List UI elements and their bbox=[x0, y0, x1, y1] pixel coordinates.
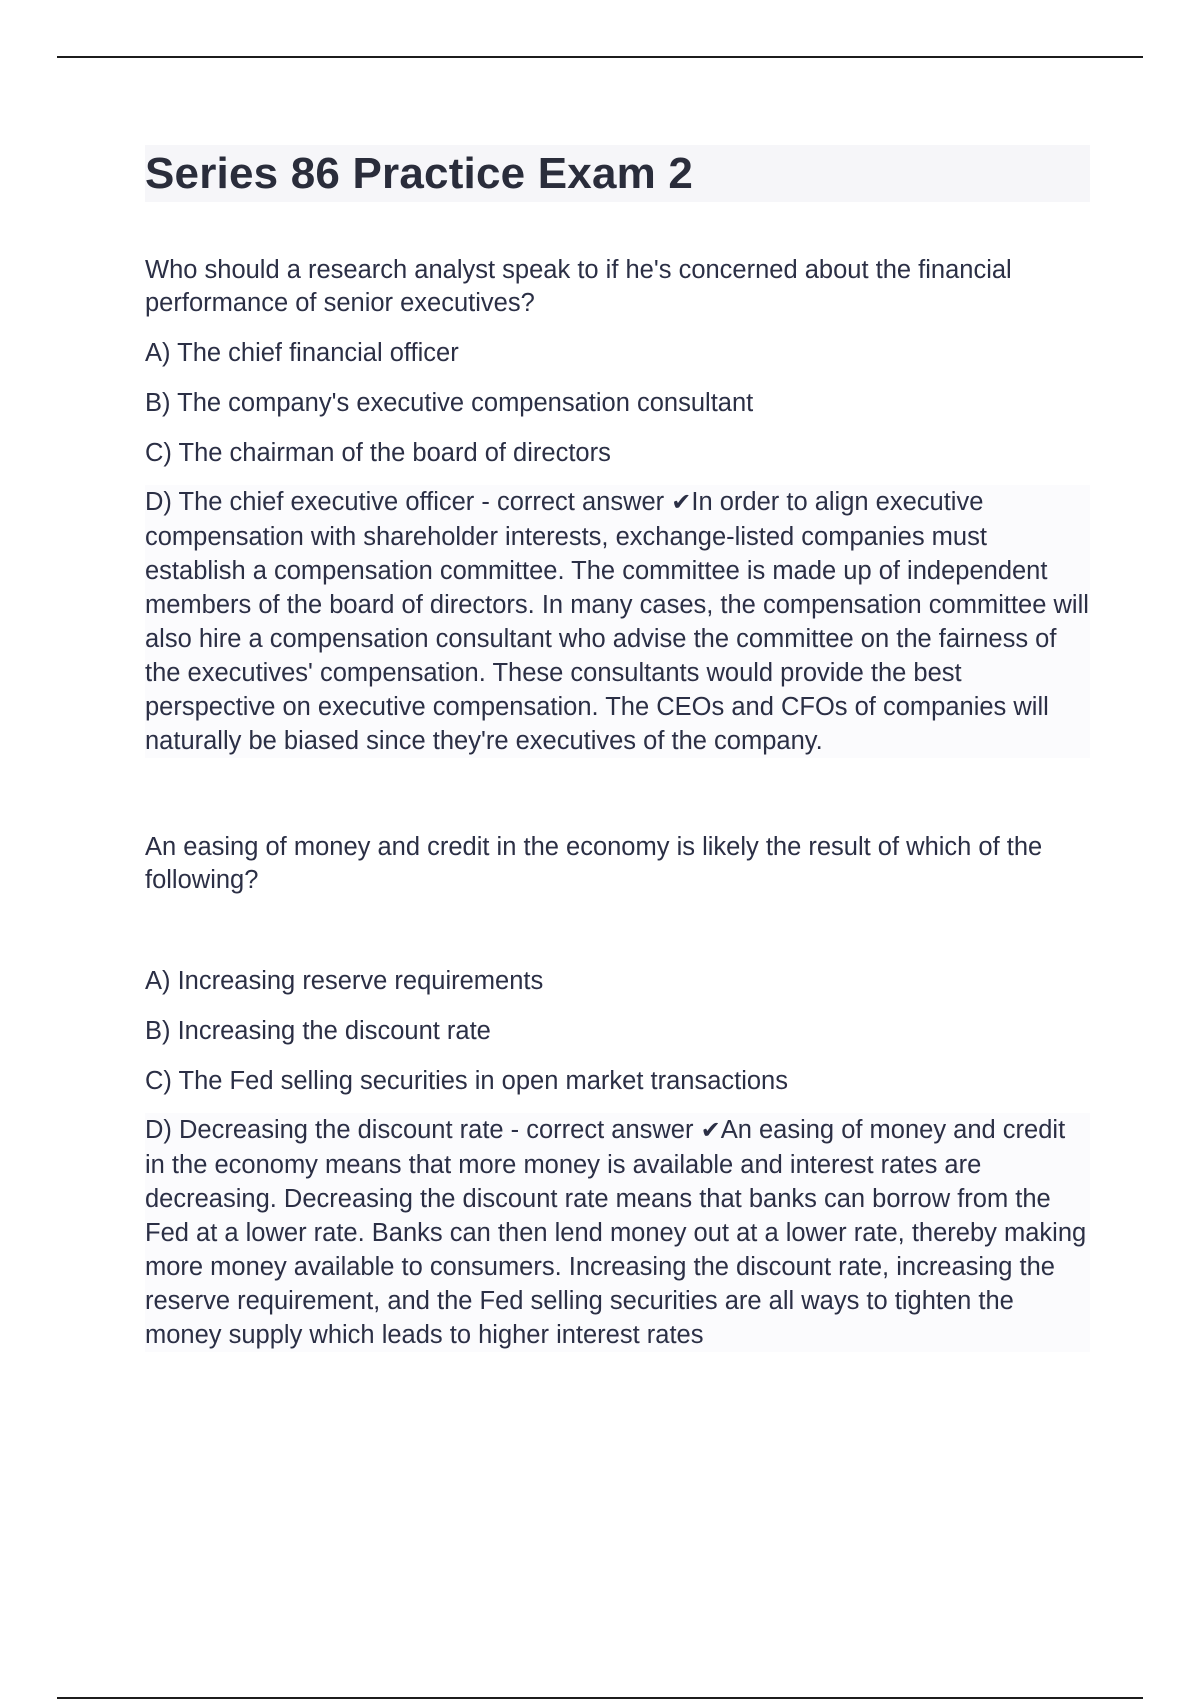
explanation-text: An easing of money and credit in the economy means that more money is available and interest rates are decreasing. Decreasing the discount rate means that banks can borrow from the Fed at a lower rate. Banks can then lend money out at a lower rate, thereby making more money available to consumers. Increasing the discount rate, increasing the reserve requirement, and the Fed selling securities are all ways to tighten the money supply which leads to higher interest rates bbox=[145, 1116, 1087, 1349]
correct-answer-label: D) Decreasing the discount rate - correct answer bbox=[145, 1116, 694, 1144]
title-band bbox=[145, 145, 1090, 202]
option-a: A) The chief financial officer bbox=[145, 339, 459, 367]
document-title: Series 86 Practice Exam 2 bbox=[145, 148, 694, 198]
question-text: Who should a research analyst speak to if he's concerned about the financial performance of senior executives? bbox=[145, 256, 1012, 317]
check-icon: ✔ bbox=[671, 489, 692, 516]
option-a: A) Increasing reserve requirements bbox=[145, 967, 544, 995]
explanation-text: In order to align executive compensation with shareholder interests, exchange-listed companies must establish a compensation committee. The committee is made up of independent members of the board of directors. In many cases, the compensation committee will also hire a compensation consultant who advise the committee on the fairness of the executives' compensation. These consultants would provide the best perspective on executive compensation. The CEOs and CFOs of companies will naturally be biased since they're executives of the company. bbox=[145, 488, 1089, 755]
option-c: C) The Fed selling securities in open market transactions bbox=[145, 1067, 788, 1095]
option-b: B) Increasing the discount rate bbox=[145, 1017, 491, 1045]
correct-answer-label: D) The chief executive officer - correct answer bbox=[145, 488, 665, 516]
question-block-1 bbox=[145, 254, 1090, 758]
answer-explanation bbox=[145, 1113, 1090, 1352]
document-body bbox=[145, 145, 1090, 1352]
question-text: An easing of money and credit in the economy is likely the result of which of the following? bbox=[145, 833, 1043, 894]
header-rule bbox=[57, 56, 1143, 58]
option-c: C) The chairman of the board of directors bbox=[145, 439, 611, 467]
answer-explanation bbox=[145, 485, 1090, 758]
option-b: B) The company's executive compensation consultant bbox=[145, 389, 754, 417]
check-icon: ✔ bbox=[700, 1117, 721, 1144]
question-block-2 bbox=[145, 831, 1090, 1352]
footer-rule bbox=[57, 1697, 1143, 1699]
